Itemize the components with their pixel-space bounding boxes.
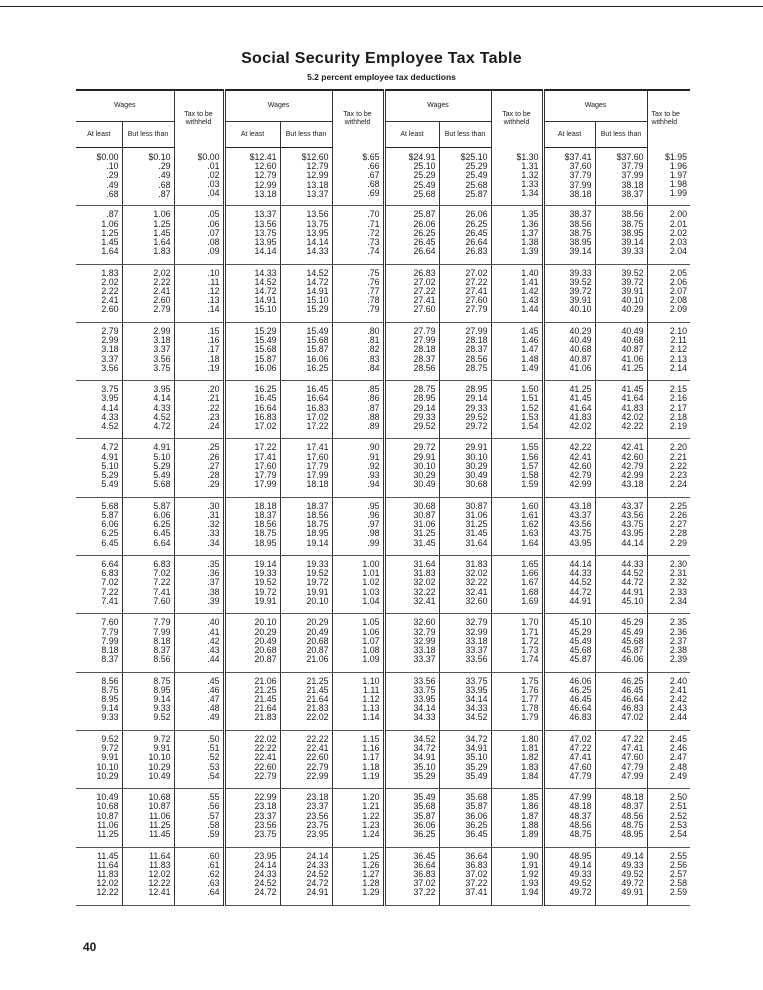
tax-table-body: [76, 148, 690, 906]
tax-cell-group1: .30 .31 .32 .33 .34: [174, 497, 224, 555]
tax-cell-group3: 1.85 1.86 1.87 1.88 1.89: [491, 789, 543, 847]
but-less-cell-group2: 22.22 22.41 22.60 22.79 22.99: [280, 730, 332, 788]
at-least-cell-group4: 40.29 40.49 40.68 40.87 41.06: [543, 322, 595, 380]
tax-cell-group2: .95 .96 .97 .98 .99: [332, 497, 384, 555]
but-less-cell-group4: 46.25 46.45 46.64 46.83 47.02: [595, 672, 647, 730]
tax-cell-group4: 2.20 2.21 2.22 2.23 2.24: [647, 439, 690, 497]
but-less-cell-group1: 9.72 9.91 10.10 10.29 10.49: [122, 730, 174, 788]
tax-cell-group4: 2.05 2.06 2.07 2.08 2.09: [647, 264, 690, 322]
tax-cell-group3: 1.80 1.81 1.82 1.83 1.84: [491, 730, 543, 788]
tax-cell-group1: .35 .36 .37 .38 .39: [174, 556, 224, 614]
but-less-cell-group1: 2.99 3.18 3.37 3.56 3.75: [122, 322, 174, 380]
at-least-cell-group3: 34.52 34.72 34.91 35.10 35.29: [384, 730, 439, 788]
but-less-cell-group4: $37.60 37.79 37.99 38.18 38.37: [595, 148, 647, 206]
table-row: [76, 497, 690, 555]
at-least-cell-group2: 15.29 15.49 15.68 15.87 16.06: [224, 322, 280, 380]
at-least-cell-group2: 17.22 17.41 17.60 17.79 17.99: [224, 439, 280, 497]
at-least-cell-group3: 30.68 30.87 31.06 31.25 31.45: [384, 497, 439, 555]
at-least-cell-group2: 16.25 16.45 16.64 16.83 17.02: [224, 381, 280, 439]
table-row: [76, 148, 690, 206]
at-least-cell-group1: 8.56 8.75 8.95 9.14 9.33: [76, 672, 122, 730]
at-least-cell-group1: 2.79 2.99 3.18 3.37 3.56: [76, 322, 122, 380]
at-least-cell-group1: 1.83 2.02 2.22 2.41 2.60: [76, 264, 122, 322]
wages-header-4: Wages: [543, 90, 647, 122]
table-row: [76, 672, 690, 730]
at-least-cell-group3: 26.83 27.02 27.22 27.41 27.60: [384, 264, 439, 322]
tax-cell-group3: 1.40 1.41 1.42 1.43 1.44: [491, 264, 543, 322]
but-less-cell-group4: 47.22 47.41 47.60 47.79 47.99: [595, 730, 647, 788]
but-less-cell-group3: 35.68 35.87 36.06 36.25 36.45: [439, 789, 491, 847]
tax-cell-group1: .40 .41 .42 .43 .44: [174, 614, 224, 672]
at-least-cell-group2: 22.99 23.18 23.37 23.56 23.75: [224, 789, 280, 847]
tax-cell-group3: 1.90 1.91 1.92 1.93 1.94: [491, 847, 543, 905]
at-least-cell-group1: 10.49 10.68 10.87 11.06 11.25: [76, 789, 122, 847]
tax-cell-group4: $1.95 1.96 1.97 1.98 1.99: [647, 148, 690, 206]
but-less-cell-group3: 31.83 32.02 32.22 32.41 32.60: [439, 556, 491, 614]
tax-cell-group4: 2.55 2.56 2.57 2.58 2.59: [647, 847, 690, 905]
tax-cell-group1: .60 .61 .62 .63 .64: [174, 847, 224, 905]
top-rule: [0, 6, 763, 7]
but-less-cell-group2: 15.49 15.68 15.87 16.06 16.25: [280, 322, 332, 380]
but-less-cell-group3: 36.64 36.83 37.02 37.22 37.41: [439, 847, 491, 905]
but-less-cell-group1: 3.95 4.14 4.33 4.52 4.72: [122, 381, 174, 439]
at-least-cell-group1: .87 1.06 1.25 1.45 1.64: [76, 206, 122, 264]
at-least-header-1: At least: [76, 122, 122, 148]
table-row: [76, 322, 690, 380]
page-number: 40: [83, 940, 97, 954]
tax-cell-group1: .20 .21 .22 .23 .24: [174, 381, 224, 439]
at-least-cell-group1: 7.60 7.79 7.99 8.18 8.37: [76, 614, 122, 672]
but-less-cell-group2: 13.56 13.75 13.95 14.14 14.33: [280, 206, 332, 264]
at-least-cell-group3: 27.79 27.99 28.18 28.37 28.56: [384, 322, 439, 380]
at-least-cell-group1: 6.64 6.83 7.02 7.22 7.41: [76, 556, 122, 614]
tax-cell-group3: $1.30 1.31 1.32 1.33 1.34: [491, 148, 543, 206]
at-least-cell-group1: 5.68 5.87 6.06 6.25 6.45: [76, 497, 122, 555]
table-row: [76, 206, 690, 264]
but-less-cell-group2: 20.29 20.49 20.68 20.87 21.06: [280, 614, 332, 672]
tax-cell-group2: .90 .91 .92 .93 .94: [332, 439, 384, 497]
but-less-cell-group3: 32.79 32.99 33.18 33.37 33.56: [439, 614, 491, 672]
tax-cell-group2: 1.05 1.06 1.07 1.08 1.09: [332, 614, 384, 672]
but-less-header-2: But less than: [280, 122, 332, 148]
but-less-cell-group1: $0.10 .29 .49 .68 .87: [122, 148, 174, 206]
tax-cell-group4: 2.30 2.31 2.32 2.33 2.34: [647, 556, 690, 614]
at-least-cell-group3: 31.64 31.83 32.02 32.22 32.41: [384, 556, 439, 614]
tax-cell-group3: 1.75 1.76 1.77 1.78 1.79: [491, 672, 543, 730]
tax-cell-group4: 2.45 2.46 2.47 2.48 2.49: [647, 730, 690, 788]
tax-cell-group2: .85 .86 .87 .88 .89: [332, 381, 384, 439]
at-least-cell-group3: 33.56 33.75 33.95 34.14 34.33: [384, 672, 439, 730]
tax-table: [76, 89, 690, 906]
at-least-cell-group2: 13.37 13.56 13.75 13.95 14.14: [224, 206, 280, 264]
at-least-cell-group4: $37.41 37.60 37.79 37.99 38.18: [543, 148, 595, 206]
tax-cell-group2: $.65 .66 .67 .68 .69: [332, 148, 384, 206]
table-row: [76, 381, 690, 439]
tax-header-2: Tax to be withheld: [332, 90, 384, 148]
at-least-cell-group1: 3.75 3.95 4.14 4.33 4.52: [76, 381, 122, 439]
but-less-cell-group1: 8.75 8.95 9.14 9.33 9.52: [122, 672, 174, 730]
tax-cell-group1: .15 .16 .17 .18 .19: [174, 322, 224, 380]
at-least-cell-group4: 38.37 38.56 38.75 38.95 39.14: [543, 206, 595, 264]
at-least-cell-group3: 28.75 28.95 29.14 29.33 29.52: [384, 381, 439, 439]
table-row: [76, 614, 690, 672]
at-least-cell-group3: 36.45 36.64 36.83 37.02 37.22: [384, 847, 439, 905]
wages-header-1: Wages: [76, 90, 174, 122]
at-least-cell-group2: 19.14 19.33 19.52 19.72 19.91: [224, 556, 280, 614]
tax-header-3: Tax to be withheld: [491, 90, 543, 148]
at-least-cell-group3: 25.87 26.06 26.25 26.45 26.64: [384, 206, 439, 264]
at-least-cell-group4: 46.06 46.25 46.45 46.64 46.83: [543, 672, 595, 730]
but-less-cell-group1: 1.06 1.25 1.45 1.64 1.83: [122, 206, 174, 264]
but-less-cell-group3: 27.02 27.22 27.41 27.60 27.79: [439, 264, 491, 322]
but-less-cell-group4: 41.45 41.64 41.83 42.02 42.22: [595, 381, 647, 439]
tax-cell-group3: 1.35 1.36 1.37 1.38 1.39: [491, 206, 543, 264]
at-least-header-2: At least: [224, 122, 280, 148]
at-least-cell-group1: $0.00 .10 .29 .49 .68: [76, 148, 122, 206]
at-least-cell-group4: 47.99 48.18 48.37 48.56 48.75: [543, 789, 595, 847]
at-least-cell-group4: 44.14 44.33 44.52 44.72 44.91: [543, 556, 595, 614]
at-least-cell-group2: 21.06 21.25 21.45 21.64 21.83: [224, 672, 280, 730]
but-less-header-1: But less than: [122, 122, 174, 148]
tax-cell-group4: 2.10 2.11 2.12 2.13 2.14: [647, 322, 690, 380]
but-less-cell-group2: 23.18 23.37 23.56 23.75 23.95: [280, 789, 332, 847]
at-least-cell-group4: 47.02 47.22 47.41 47.60 47.79: [543, 730, 595, 788]
but-less-cell-group2: 14.52 14.72 14.91 15.10 15.29: [280, 264, 332, 322]
tax-cell-group2: .75 .76 .77 .78 .79: [332, 264, 384, 322]
but-less-cell-group4: 42.41 42.60 42.79 42.99 43.18: [595, 439, 647, 497]
tax-cell-group4: 2.15 2.16 2.17 2.18 2.19: [647, 381, 690, 439]
at-least-cell-group4: 48.95 49.14 49.33 49.52 49.72: [543, 847, 595, 905]
but-less-cell-group1: 5.87 6.06 6.25 6.45 6.64: [122, 497, 174, 555]
table-row: [76, 730, 690, 788]
but-less-cell-group1: 11.64 11.83 12.02 12.22 12.41: [122, 847, 174, 905]
tax-cell-group1: .10 .11 .12 .13 .14: [174, 264, 224, 322]
at-least-header-3: At least: [384, 122, 439, 148]
but-less-cell-group2: $12.60 12.79 12.99 13.18 13.37: [280, 148, 332, 206]
at-least-cell-group4: 41.25 41.45 41.64 41.83 42.02: [543, 381, 595, 439]
but-less-cell-group3: 29.91 30.10 30.29 30.49 30.68: [439, 439, 491, 497]
tax-cell-group4: 2.50 2.51 2.52 2.53 2.54: [647, 789, 690, 847]
but-less-cell-group3: 27.99 28.18 28.37 28.56 28.75: [439, 322, 491, 380]
at-least-cell-group2: 14.33 14.52 14.72 14.91 15.10: [224, 264, 280, 322]
at-least-cell-group4: 39.33 39.52 39.72 39.91 40.10: [543, 264, 595, 322]
wages-header-2: Wages: [224, 90, 332, 122]
at-least-cell-group4: 42.22 42.41 42.60 42.79 42.99: [543, 439, 595, 497]
but-less-cell-group4: 48.18 48.37 48.56 48.75 48.95: [595, 789, 647, 847]
tax-cell-group2: .70 .71 .72 .73 .74: [332, 206, 384, 264]
tax-cell-group1: .55 .56 .57 .58 .59: [174, 789, 224, 847]
but-less-cell-group2: 21.25 21.45 21.64 21.83 22.02: [280, 672, 332, 730]
at-least-cell-group3: 32.60 32.79 32.99 33.18 33.37: [384, 614, 439, 672]
tax-cell-group3: 1.65 1.66 1.67 1.68 1.69: [491, 556, 543, 614]
but-less-cell-group1: 10.68 10.87 11.06 11.25 11.45: [122, 789, 174, 847]
at-least-cell-group3: $24.91 25.10 25.29 25.49 25.68: [384, 148, 439, 206]
tax-cell-group1: .50 .51 .52 .53 .54: [174, 730, 224, 788]
tax-cell-group1: .05 .06 .07 .08 .09: [174, 206, 224, 264]
tax-cell-group4: 2.35 2.36 2.37 2.38 2.39: [647, 614, 690, 672]
tax-cell-group1: .45 .46 .47 .48 .49: [174, 672, 224, 730]
but-less-cell-group2: 19.33 19.52 19.72 19.91 20.10: [280, 556, 332, 614]
but-less-cell-group3: $25.10 25.29 25.49 25.68 25.87: [439, 148, 491, 206]
at-least-cell-group2: 20.10 20.29 20.49 20.68 20.87: [224, 614, 280, 672]
at-least-cell-group4: 43.18 43.37 43.56 43.75 43.95: [543, 497, 595, 555]
but-less-header-4: But less than: [595, 122, 647, 148]
table-row: [76, 789, 690, 847]
but-less-cell-group3: 30.87 31.06 31.25 31.45 31.64: [439, 497, 491, 555]
tax-cell-group2: 1.15 1.16 1.17 1.18 1.19: [332, 730, 384, 788]
tax-cell-group2: 1.25 1.26 1.27 1.28 1.29: [332, 847, 384, 905]
but-less-cell-group2: 24.14 24.33 24.52 24.72 24.91: [280, 847, 332, 905]
but-less-cell-group2: 18.37 18.56 18.75 18.95 19.14: [280, 497, 332, 555]
but-less-header-3: But less than: [439, 122, 491, 148]
table-row: [76, 439, 690, 497]
at-least-cell-group3: 35.49 35.68 35.87 36.06 36.25: [384, 789, 439, 847]
wages-header-3: Wages: [384, 90, 491, 122]
tax-cell-group4: 2.00 2.01 2.02 2.03 2.04: [647, 206, 690, 264]
but-less-cell-group3: 26.06 26.25 26.45 26.64 26.83: [439, 206, 491, 264]
but-less-cell-group4: 45.29 45.49 45.68 45.87 46.06: [595, 614, 647, 672]
but-less-cell-group2: 16.45 16.64 16.83 17.02 17.22: [280, 381, 332, 439]
but-less-cell-group4: 38.56 38.75 38.95 39.14 39.33: [595, 206, 647, 264]
at-least-cell-group1: 9.52 9.72 9.91 10.10 10.29: [76, 730, 122, 788]
tax-cell-group3: 1.60 1.61 1.62 1.63 1.64: [491, 497, 543, 555]
but-less-cell-group3: 33.75 33.95 34.14 34.33 34.52: [439, 672, 491, 730]
but-less-cell-group4: 40.49 40.68 40.87 41.06 41.25: [595, 322, 647, 380]
at-least-cell-group2: 18.18 18.37 18.56 18.75 18.95: [224, 497, 280, 555]
but-less-cell-group4: 44.33 44.52 44.72 44.91 45.10: [595, 556, 647, 614]
tax-table-container: [76, 89, 690, 906]
tax-cell-group1: $0.00 .01 .02 .03 .04: [174, 148, 224, 206]
tax-cell-group2: .80 .81 .82 .83 .84: [332, 322, 384, 380]
tax-cell-group3: 1.45 1.46 1.47 1.48 1.49: [491, 322, 543, 380]
but-less-cell-group1: 4.91 5.10 5.29 5.49 5.68: [122, 439, 174, 497]
but-less-cell-group4: 43.37 43.56 43.75 43.95 44.14: [595, 497, 647, 555]
at-least-cell-group2: $12.41 12.60 12.79 12.99 13.18: [224, 148, 280, 206]
at-least-cell-group2: 23.95 24.14 24.33 24.52 24.72: [224, 847, 280, 905]
at-least-cell-group3: 29.72 29.91 30.10 30.29 30.49: [384, 439, 439, 497]
tax-header-1: Tax to be withheld: [174, 90, 224, 148]
at-least-cell-group4: 45.10 45.29 45.49 45.68 45.87: [543, 614, 595, 672]
tax-cell-group2: 1.00 1.01 1.02 1.03 1.04: [332, 556, 384, 614]
but-less-cell-group4: 39.52 39.72 39.91 40.10 40.29: [595, 264, 647, 322]
at-least-cell-group1: 4.72 4.91 5.10 5.29 5.49: [76, 439, 122, 497]
tax-cell-group3: 1.70 1.71 1.72 1.73 1.74: [491, 614, 543, 672]
tax-cell-group2: 1.20 1.21 1.22 1.23 1.24: [332, 789, 384, 847]
but-less-cell-group3: 34.72 34.91 35.10 35.29 35.49: [439, 730, 491, 788]
tax-header-4: Tax to be withheld: [647, 90, 690, 148]
tax-cell-group1: .25 .26 .27 .28 .29: [174, 439, 224, 497]
tax-cell-group4: 2.40 2.41 2.42 2.43 2.44: [647, 672, 690, 730]
at-least-cell-group1: 11.45 11.64 11.83 12.02 12.22: [76, 847, 122, 905]
tax-cell-group2: 1.10 1.11 1.12 1.13 1.14: [332, 672, 384, 730]
at-least-cell-group2: 22.02 22.22 22.41 22.60 22.79: [224, 730, 280, 788]
table-row: [76, 264, 690, 322]
tax-cell-group4: 2.25 2.26 2.27 2.28 2.29: [647, 497, 690, 555]
but-less-cell-group1: 6.83 7.02 7.22 7.41 7.60: [122, 556, 174, 614]
but-less-cell-group3: 28.95 29.14 29.33 29.52 29.72: [439, 381, 491, 439]
table-row: [76, 847, 690, 905]
but-less-cell-group2: 17.41 17.60 17.79 17.99 18.18: [280, 439, 332, 497]
but-less-cell-group4: 49.14 49.33 49.52 49.72 49.91: [595, 847, 647, 905]
table-row: [76, 556, 690, 614]
but-less-cell-group1: 2.02 2.22 2.41 2.60 2.79: [122, 264, 174, 322]
page-title: Social Security Employee Tax Table: [241, 50, 522, 67]
at-least-header-4: At least: [543, 122, 595, 148]
tax-cell-group3: 1.50 1.51 1.52 1.53 1.54: [491, 381, 543, 439]
but-less-cell-group1: 7.79 7.99 8.18 8.37 8.56: [122, 614, 174, 672]
page-subtitle: 5.2 percent employee tax deductions: [307, 72, 456, 82]
tax-cell-group3: 1.55 1.56 1.57 1.58 1.59: [491, 439, 543, 497]
